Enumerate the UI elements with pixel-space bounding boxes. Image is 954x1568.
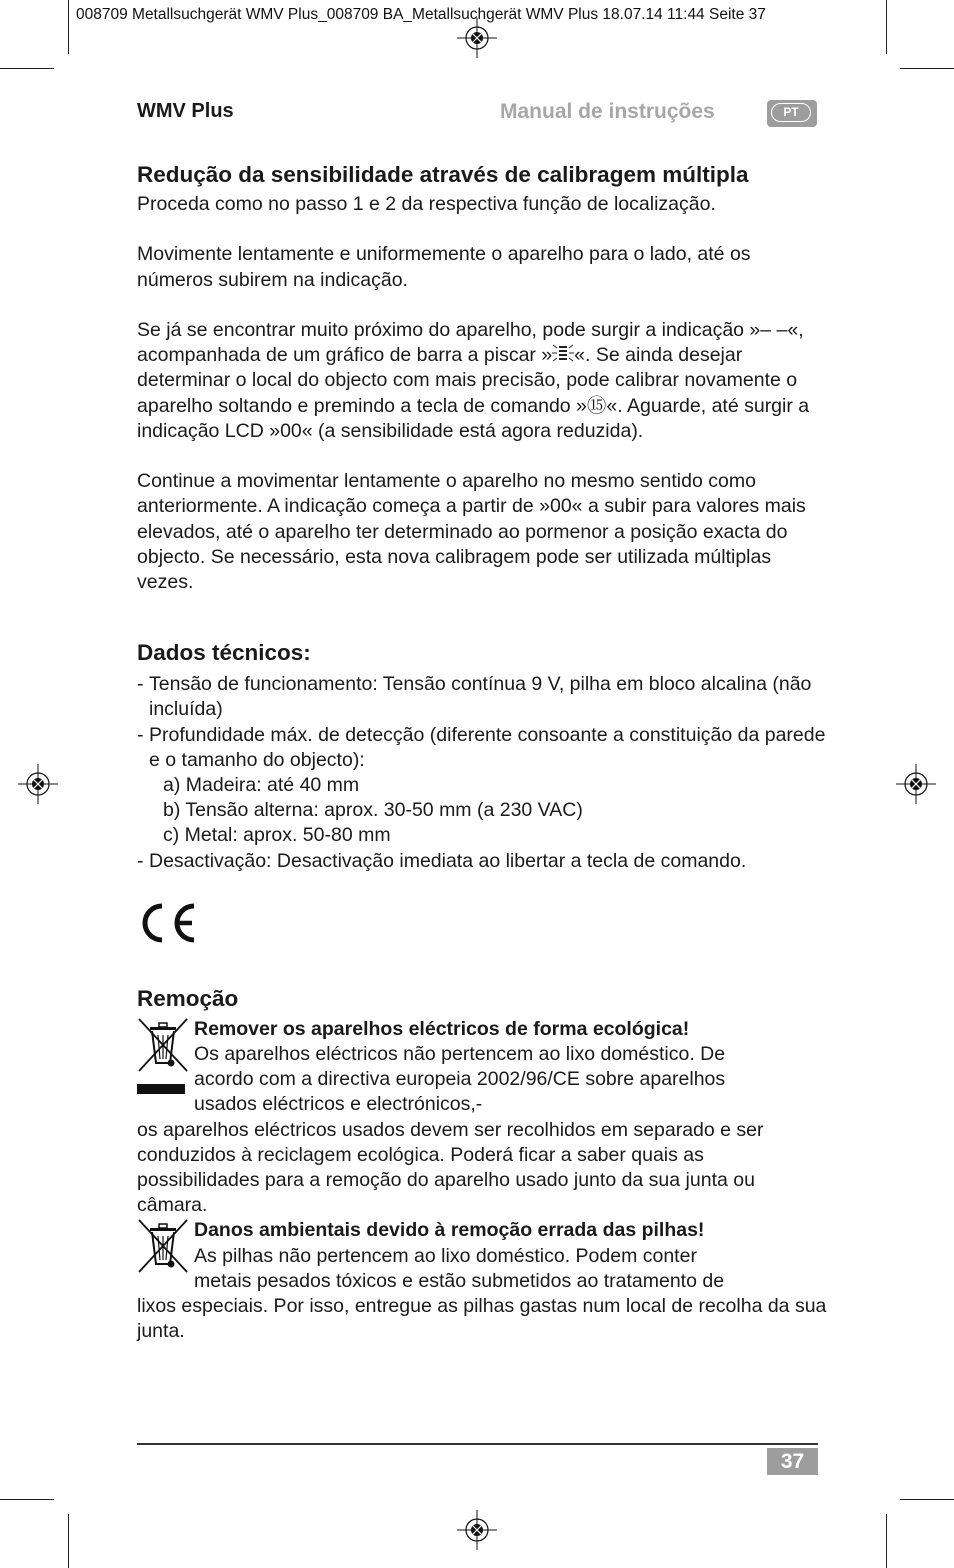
crop-mark [886,0,887,54]
registration-mark-icon [896,764,936,804]
list-bullet: - [137,673,144,696]
paragraph: Proceda como no passo 1 e 2 da respectiva função de localização. [137,193,716,215]
crossed-bin-icon [137,1017,189,1099]
footer-rule [137,1443,818,1445]
list-item-text: Desactivação: Desactivação imediata ao libertar a tecla de comando. [149,849,747,872]
registration-mark-icon [18,764,58,804]
warning-title: Remover os aparelhos eléctricos de forma ecológica! [194,1017,690,1040]
paragraph-part: «. Aguarde, até surgir a indicação LCD »00« (a sensibilidade está agora reduzida). [137,394,810,442]
print-slug: 008709 Metallsuchgerät WMV Plus_008709 BA_Metallsuchgerät WMV Plus 18.07.14 11:44 Seite 37 [76,6,766,23]
weee-notice [137,1017,827,1219]
list-bullet: - [137,723,144,746]
registration-mark-icon [457,1510,497,1550]
language-badge [767,100,817,127]
ce-mark-icon [137,902,197,944]
text-line: metais pesados tóxicos e estão submetidos ao tratamento de [194,1269,725,1292]
text-line: As pilhas não pertencem ao lixo doméstico. Podem conter [194,1244,697,1267]
crop-mark [68,1514,69,1568]
warning-title: Danos ambientais devido à remoção errada das pilhas! [194,1219,705,1242]
crop-mark [900,1499,954,1500]
sub-item: a) Madeira: até 40 mm [163,774,360,797]
paragraph-part: Se já se encontrar muito próximo do aparelho, pode surgir a indicação »– –«, acompanhada de um gráfico de barra a piscar » [137,318,804,367]
sub-item: c) Metal: aprox. 50-80 mm [163,824,391,847]
paragraph: Continue a movimentar lentamente o aparelho no mesmo sentido como anteriormente. A indicação começa a partir de »00« a subir para valores mais elevados, até o aparelho ter determinado ao pormenor a posição exacta do objecto. Se necessário, esta nova calibragem pode ser utilizada múltiplas vezes. [137,470,806,593]
page-number: 37 [767,1448,818,1475]
language-code: PT [771,103,811,122]
list-item [137,672,827,722]
paragraph [137,318,827,444]
paragraph: Movimente lentamente e uniformemente o aparelho para o lado, até os números subirem na indicação. [137,243,751,291]
section-title-sensitivity: Redução da sensibilidade através de calibragem múltipla [137,162,749,187]
button-15-ref: ⑮ [586,394,607,417]
list-bullet: - [137,849,144,872]
paragraph-part: «. Se ainda desejar determinar o local do objecto com mais precisão, pode calibrar novamente o aparelho soltando e premindo a tecla de comando » [137,344,798,417]
paragraph: os aparelhos eléctricos usados devem ser recolhidos em separado e ser conduzidos à reciclagem ecológica. Poderá ficar a saber quais as possibilidades para a remoção do aparelho usado junto da sua junta ou câmara. [137,1118,764,1217]
text-line: acordo com a directiva europeia 2002/96/CE sobre aparelhos [194,1068,726,1091]
manual-title: Manual de instruções [500,100,715,123]
list-item [137,849,827,874]
registration-mark-icon [457,18,497,58]
page-content [137,160,827,1344]
section-title-disposal: Remoção [137,985,239,1011]
text-line: Os aparelhos eléctricos não pertencem ao lixo doméstico. De [194,1043,726,1066]
list-item-text: Profundidade máx. de detecção (diferente consoante a constituição da parede e o tamanho do objecto): [149,723,826,771]
technical-data-list [137,672,827,874]
crossed-bin-icon [137,1218,189,1274]
crop-mark [886,1514,887,1568]
crop-mark [0,1499,54,1500]
product-name: WMV Plus [137,100,234,122]
crop-mark [68,0,69,54]
crop-mark [0,68,54,69]
paragraph: lixos especiais. Por isso, entregue as pilhas gastas num local de recolha da sua junta. [137,1295,827,1343]
crop-mark [900,68,954,69]
section-title-technical-data: Dados técnicos: [137,640,311,666]
text-line: usados eléctricos e electrónicos,- [194,1093,483,1116]
blinking-bar-graph-icon [552,343,574,365]
list-item-text: Tensão de funcionamento: Tensão contínua 9 V, pilha em bloco alcalina (não incluída) [149,673,812,721]
sub-item: b) Tensão alterna: aprox. 30-50 mm (a 230 VAC) [163,799,583,822]
list-item [137,723,827,849]
battery-notice [137,1218,827,1344]
